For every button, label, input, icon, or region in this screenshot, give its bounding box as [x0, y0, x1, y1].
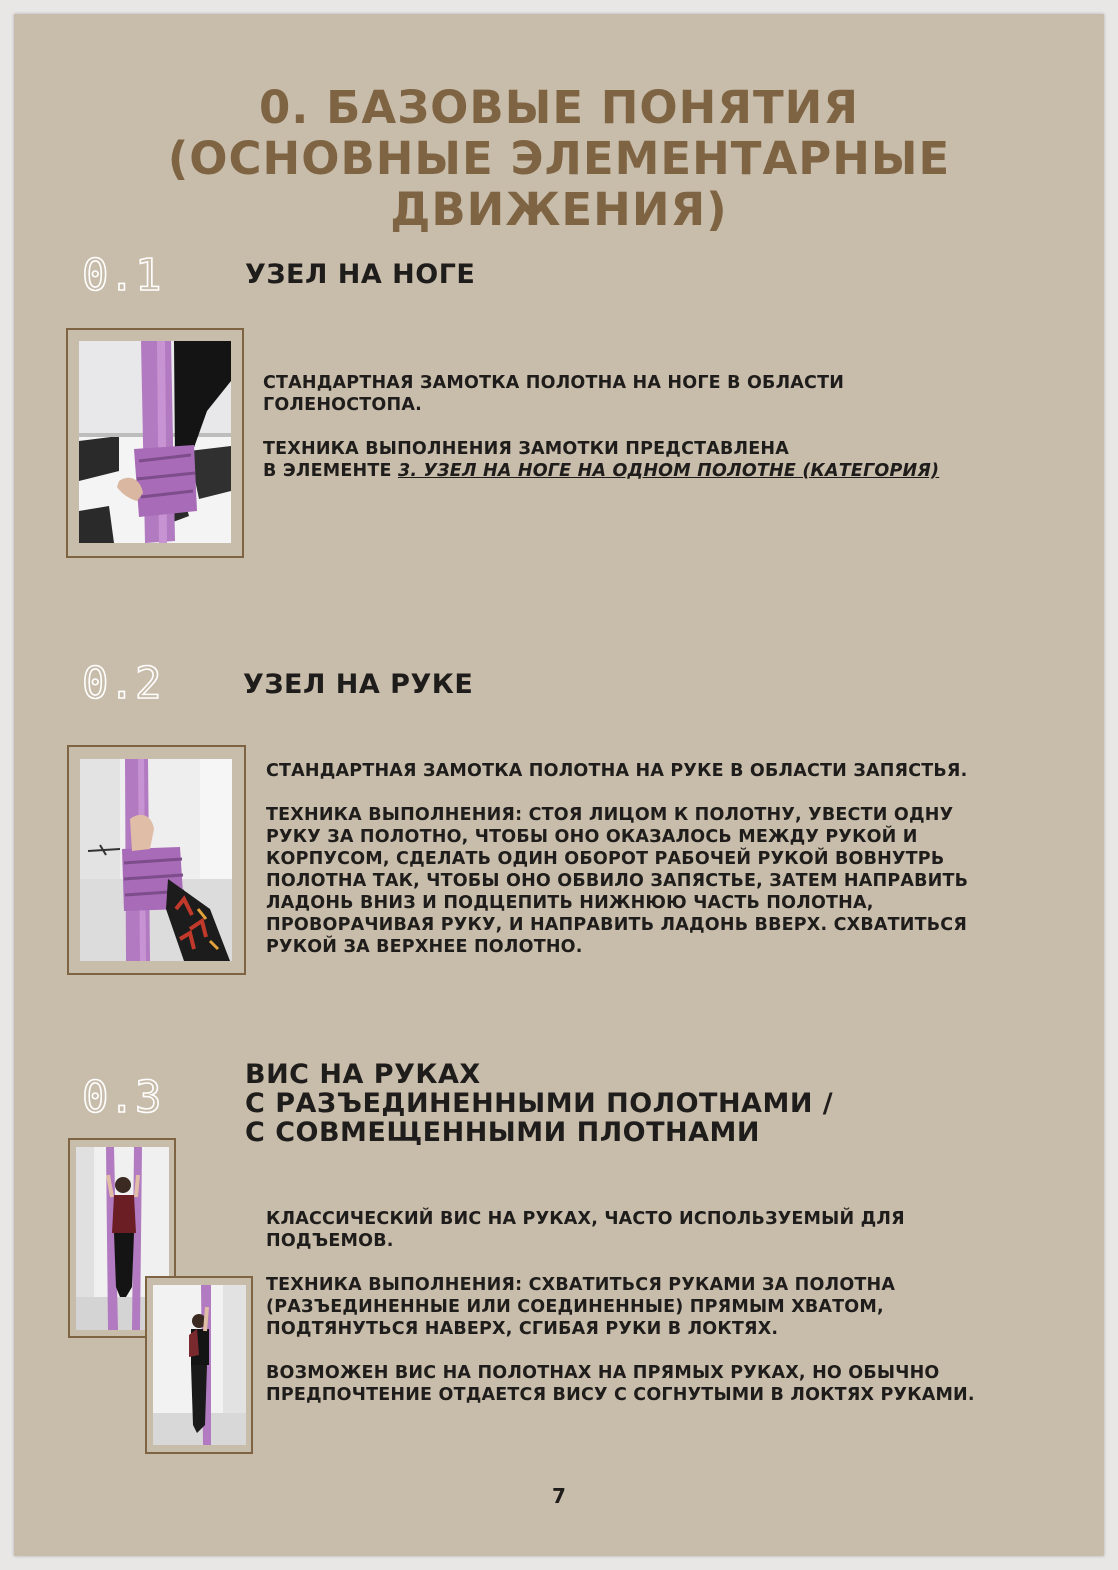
heading-line: УЗЕЛ НА НОГЕ — [245, 259, 476, 290]
technique-paragraph — [263, 438, 943, 482]
description-paragraph: КЛАССИЧЕСКИЙ ВИС НА РУКАХ, ЧАСТО ИСПОЛЬЗУЕМЫЙ ДЛЯ ПОДЪЕМОВ. — [266, 1209, 905, 1251]
section-text — [263, 372, 943, 504]
note-paragraph: ВОЗМОЖЕН ВИС НА ПОЛОТНАХ НА ПРЯМЫХ РУКАХ, НО ОБЫЧНО ПРЕДПОЧТЕНИЕ ОТДАЕТСЯ ВИСУ С СОГНУТЫМИ В ЛОКТЯХ РУКАМИ. — [266, 1363, 975, 1405]
heading-line: С СОВМЕЩЕННЫМИ ПЛОТНАМИ — [245, 1117, 760, 1148]
technique-text: В ЭЛЕМЕНТЕ — [263, 461, 392, 481]
page-title — [14, 82, 1104, 235]
document-page — [14, 14, 1104, 1556]
description-paragraph: СТАНДАРТНАЯ ЗАМОТКА ПОЛОТНА НА НОГЕ В ОБЛАСТИ ГОЛЕНОСТОПА. — [263, 373, 845, 415]
section-heading — [245, 1060, 833, 1147]
section-heading — [245, 260, 475, 289]
photo-hang-combined — [153, 1285, 246, 1445]
photo-frame — [145, 1276, 253, 1454]
section-number: 0.2 — [82, 658, 162, 709]
photo-frame — [67, 745, 246, 975]
element-reference-link[interactable]: 3. УЗЕЛ НА НОГЕ НА ОДНОМ ПОЛОТНЕ (КАТЕГОРИЯ) — [397, 461, 940, 481]
section-number: 0.1 — [82, 250, 162, 301]
photo-leg-knot — [79, 341, 231, 543]
heading-line: С РАЗЪЕДИНЕННЫМИ ПОЛОТНАМИ / — [245, 1088, 834, 1119]
section-text — [266, 1208, 1006, 1428]
technique-paragraph: ТЕХНИКА ВЫПОЛНЕНИЯ: СТОЯ ЛИЦОМ К ПОЛОТНУ, УВЕСТИ ОДНУ РУКУ ЗА ПОЛОТНО, ЧТОБЫ ОНО ОКАЗАЛОСЬ МЕЖДУ РУКОЙ И КОРПУСОМ, СДЕЛАТЬ ОДИН ОБОРОТ РАБОЧЕЙ РУКОЙ ВОВНУТРЬ ПОЛОТНА ТАК, ЧТОБЫ ОНО ОБВИЛО ЗАПЯСТЬЕ, ЗАТЕМ НАПРАВИТЬ ЛАДОНЬ ВНИЗ И ПОДЦЕПИТЬ НИЖНЮЮ ЧАСТЬ ПОЛОТНА, ПРОВОРАЧИВАЯ РУКУ, И НАПРАВИТЬ ЛАДОНЬ ВВЕРХ. СХВАТИТЬСЯ РУКОЙ ЗА ВЕРХНЕЕ ПОЛОТНО. — [266, 805, 969, 957]
heading-line: УЗЕЛ НА РУКЕ — [243, 669, 474, 700]
description-paragraph: СТАНДАРТНАЯ ЗАМОТКА ПОЛОТНА НА РУКЕ В ОБЛАСТИ ЗАПЯСТЬЯ. — [266, 761, 968, 781]
title-line: (ОСНОВНЫЕ ЭЛЕМЕНТАРНЫЕ — [167, 132, 951, 185]
photo-hand-knot — [80, 759, 232, 961]
section-heading — [243, 670, 473, 699]
heading-line: ВИС НА РУКАХ — [245, 1059, 481, 1090]
section-number: 0.3 — [82, 1072, 162, 1123]
section-text — [266, 760, 1006, 980]
title-line: 0. БАЗОВЫЕ ПОНЯТИЯ — [259, 81, 859, 134]
technique-paragraph: ТЕХНИКА ВЫПОЛНЕНИЯ: СХВАТИТЬСЯ РУКАМИ ЗА ПОЛОТНА (РАЗЪЕДИНЕННЫЕ ИЛИ СОЕДИНЕННЫЕ) ПРЯМЫМ ХВАТОМ, ПОДТЯНУТЬСЯ НАВЕРХ, СГИБАЯ РУКИ В ЛОКТЯХ. — [266, 1275, 896, 1339]
title-line: ДВИЖЕНИЯ) — [390, 183, 728, 236]
photo-frame — [66, 328, 244, 558]
technique-text: ТЕХНИКА ВЫПОЛНЕНИЯ ЗАМОТКИ ПРЕДСТАВЛЕНА — [263, 439, 790, 459]
page-number: 7 — [552, 1484, 566, 1508]
